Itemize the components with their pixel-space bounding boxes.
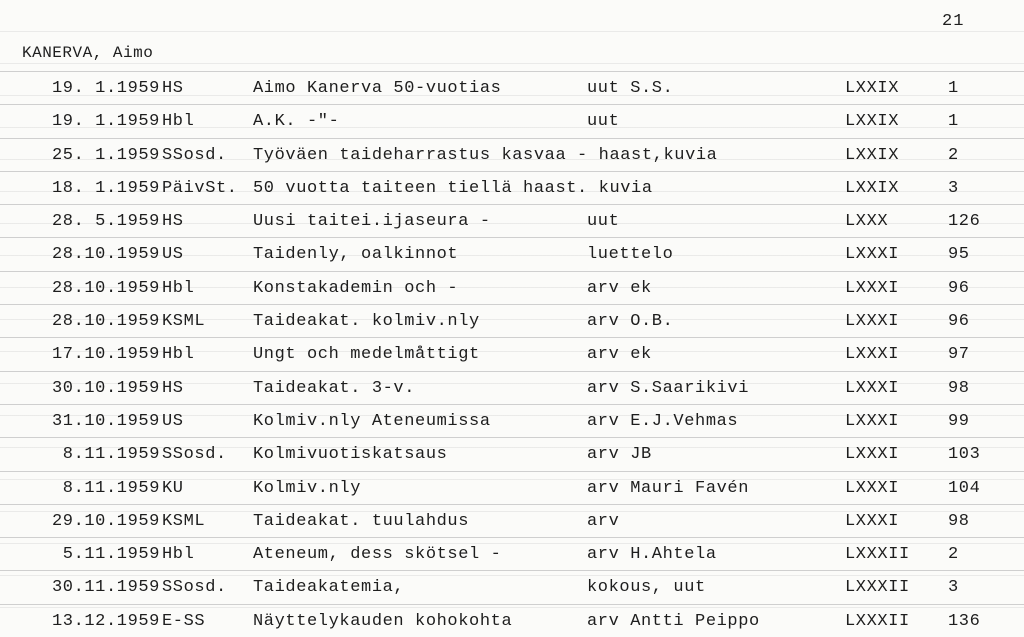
entry-date: 18. 1.1959 [51,178,160,198]
entry-row [0,71,1024,104]
entry-date: 8.11.1959 [62,478,160,498]
entry-title: Näyttelykauden kohokohta [253,611,513,631]
entry-newspaper: Hbl [162,545,195,565]
entry-type: arv ek [587,278,652,298]
entry-volume: LXXXII [845,578,910,598]
entry-row [0,371,1024,404]
entry-type: arv [587,511,620,531]
entry-type: arv Antti Peippo [587,611,760,631]
entry-page: 126 [948,212,981,232]
entry-newspaper: SSosd. [162,145,227,165]
entry-type: uut [587,212,620,232]
entry-date: 30.10.1959 [51,378,160,398]
entry-title: Uusi taitei.ijaseura - [253,212,491,232]
entry-newspaper: HS [162,378,184,398]
entry-page: 103 [948,445,981,465]
entry-volume: LXXXI [845,378,900,398]
entry-row [0,304,1024,337]
entry-newspaper: E-SS [162,611,206,631]
entry-row [0,171,1024,204]
entry-date: 28.10.1959 [51,278,160,298]
entry-date: 19. 1.1959 [51,112,160,132]
entry-title: 50 vuotta taiteen tiellä haast. kuvia [253,178,653,198]
entry-volume: LXXIX [845,79,900,98]
entry-page: 96 [948,278,970,298]
entry-page: 3 [948,578,959,598]
entry-title: Taideakatemia, [253,578,405,598]
entry-type: arv Mauri Favén [587,478,750,498]
entry-page: 98 [948,378,970,398]
entry-row [0,570,1024,603]
entry-title: Kolmiv.nly Ateneumissa [253,411,491,431]
entry-newspaper: KU [162,478,184,498]
entry-newspaper: Hbl [162,345,195,365]
entry-newspaper: Hbl [162,278,195,298]
entry-date: 5.11.1959 [62,545,160,565]
entry-title: Ateneum, dess skötsel - [253,545,502,565]
entry-row [0,337,1024,370]
entry-list [0,71,1024,637]
entry-newspaper: SSosd. [162,445,227,465]
entry-row [0,138,1024,171]
entry-row [0,404,1024,437]
entry-volume: LXXXI [845,278,900,298]
entry-date: 8.11.1959 [62,445,160,465]
entry-date: 30.11.1959 [51,578,160,598]
entry-title: Taidenly, oalkinnot [253,245,459,265]
entry-title: Kolmivuotiskatsaus [253,445,448,465]
entry-date: 19. 1.1959 [51,79,160,98]
entry-page: 99 [948,411,970,431]
entry-title: Taideakat. kolmiv.nly [253,312,480,332]
entry-page: 3 [948,178,959,198]
entry-row [0,504,1024,537]
entry-title: Taideakat. tuulahdus [253,511,470,531]
entry-row [0,471,1024,504]
entry-row [0,537,1024,570]
entry-title: A.K. -"- [253,112,340,132]
entry-title: Konstakademin och - [253,278,459,298]
entry-row [0,204,1024,237]
entry-volume: LXXXII [845,545,910,565]
entry-page: 1 [948,79,959,98]
entry-volume: LXXXI [845,511,900,531]
entry-date: 31.10.1959 [51,411,160,431]
entry-date: 28.10.1959 [51,312,160,332]
entry-volume: LXXXI [845,245,900,265]
entry-volume: LXXXI [845,312,900,332]
entry-newspaper: HS [162,79,184,98]
entry-page: 98 [948,511,970,531]
entry-newspaper: PäivSt. [162,178,238,198]
entry-newspaper: Hbl [162,112,195,132]
entry-page: 2 [948,145,959,165]
entry-volume: LXXXI [845,445,900,465]
entry-newspaper: SSosd. [162,578,227,598]
entry-type: arv H.Ahtela [587,545,717,565]
entry-volume: LXXIX [845,112,900,132]
entry-page: 136 [948,611,981,631]
entry-page: 95 [948,245,970,265]
entry-volume: LXXIX [845,145,900,165]
entry-page: 1 [948,112,959,132]
entry-row [0,104,1024,137]
entry-volume: LXXXI [845,478,900,498]
entry-title: Työväen taideharrastus kasvaa - haast,kuvia [253,145,718,165]
entry-page: 96 [948,312,970,332]
entry-page: 104 [948,478,981,498]
entry-date: 13.12.1959 [51,611,160,631]
entry-title: Aimo Kanerva 50-vuotias [253,79,502,98]
entry-volume: LXXXI [845,345,900,365]
entry-row [0,237,1024,270]
entry-title: Ungt och medelmåttigt [253,345,480,365]
entry-page: 2 [948,545,959,565]
entry-newspaper: US [162,245,184,265]
entry-date: 28.10.1959 [51,245,160,265]
entry-volume: LXXIX [845,178,900,198]
entry-date: 29.10.1959 [51,511,160,531]
entry-type: arv JB [587,445,652,465]
entry-type: kokous, uut [587,578,706,598]
entry-row [0,604,1024,637]
entry-type: arv S.Saarikivi [587,378,750,398]
entry-newspaper: KSML [162,511,206,531]
entry-newspaper: HS [162,212,184,232]
entry-title: Taideakat. 3-v. [253,378,416,398]
page-number: 21 [942,12,965,31]
entry-volume: LXXXII [845,611,910,631]
entry-title: Kolmiv.nly [253,478,362,498]
entry-date: 25. 1.1959 [51,145,160,165]
entry-date: 28. 5.1959 [51,212,160,232]
entry-type: arv ek [587,345,652,365]
entry-type: arv E.J.Vehmas [587,411,739,431]
entry-newspaper: US [162,411,184,431]
entry-row [0,437,1024,470]
entry-volume: LXXX [845,212,889,232]
entry-page: 97 [948,345,970,365]
entry-type: uut S.S. [587,79,674,98]
entry-volume: LXXXI [845,411,900,431]
entry-type: arv O.B. [587,312,674,332]
subject-heading: KANERVA, Aimo [22,44,154,62]
entry-type: luettelo [587,245,674,265]
entry-date: 17.10.1959 [51,345,160,365]
entry-row [0,271,1024,304]
entry-type: uut [587,112,620,132]
entry-newspaper: KSML [162,312,206,332]
